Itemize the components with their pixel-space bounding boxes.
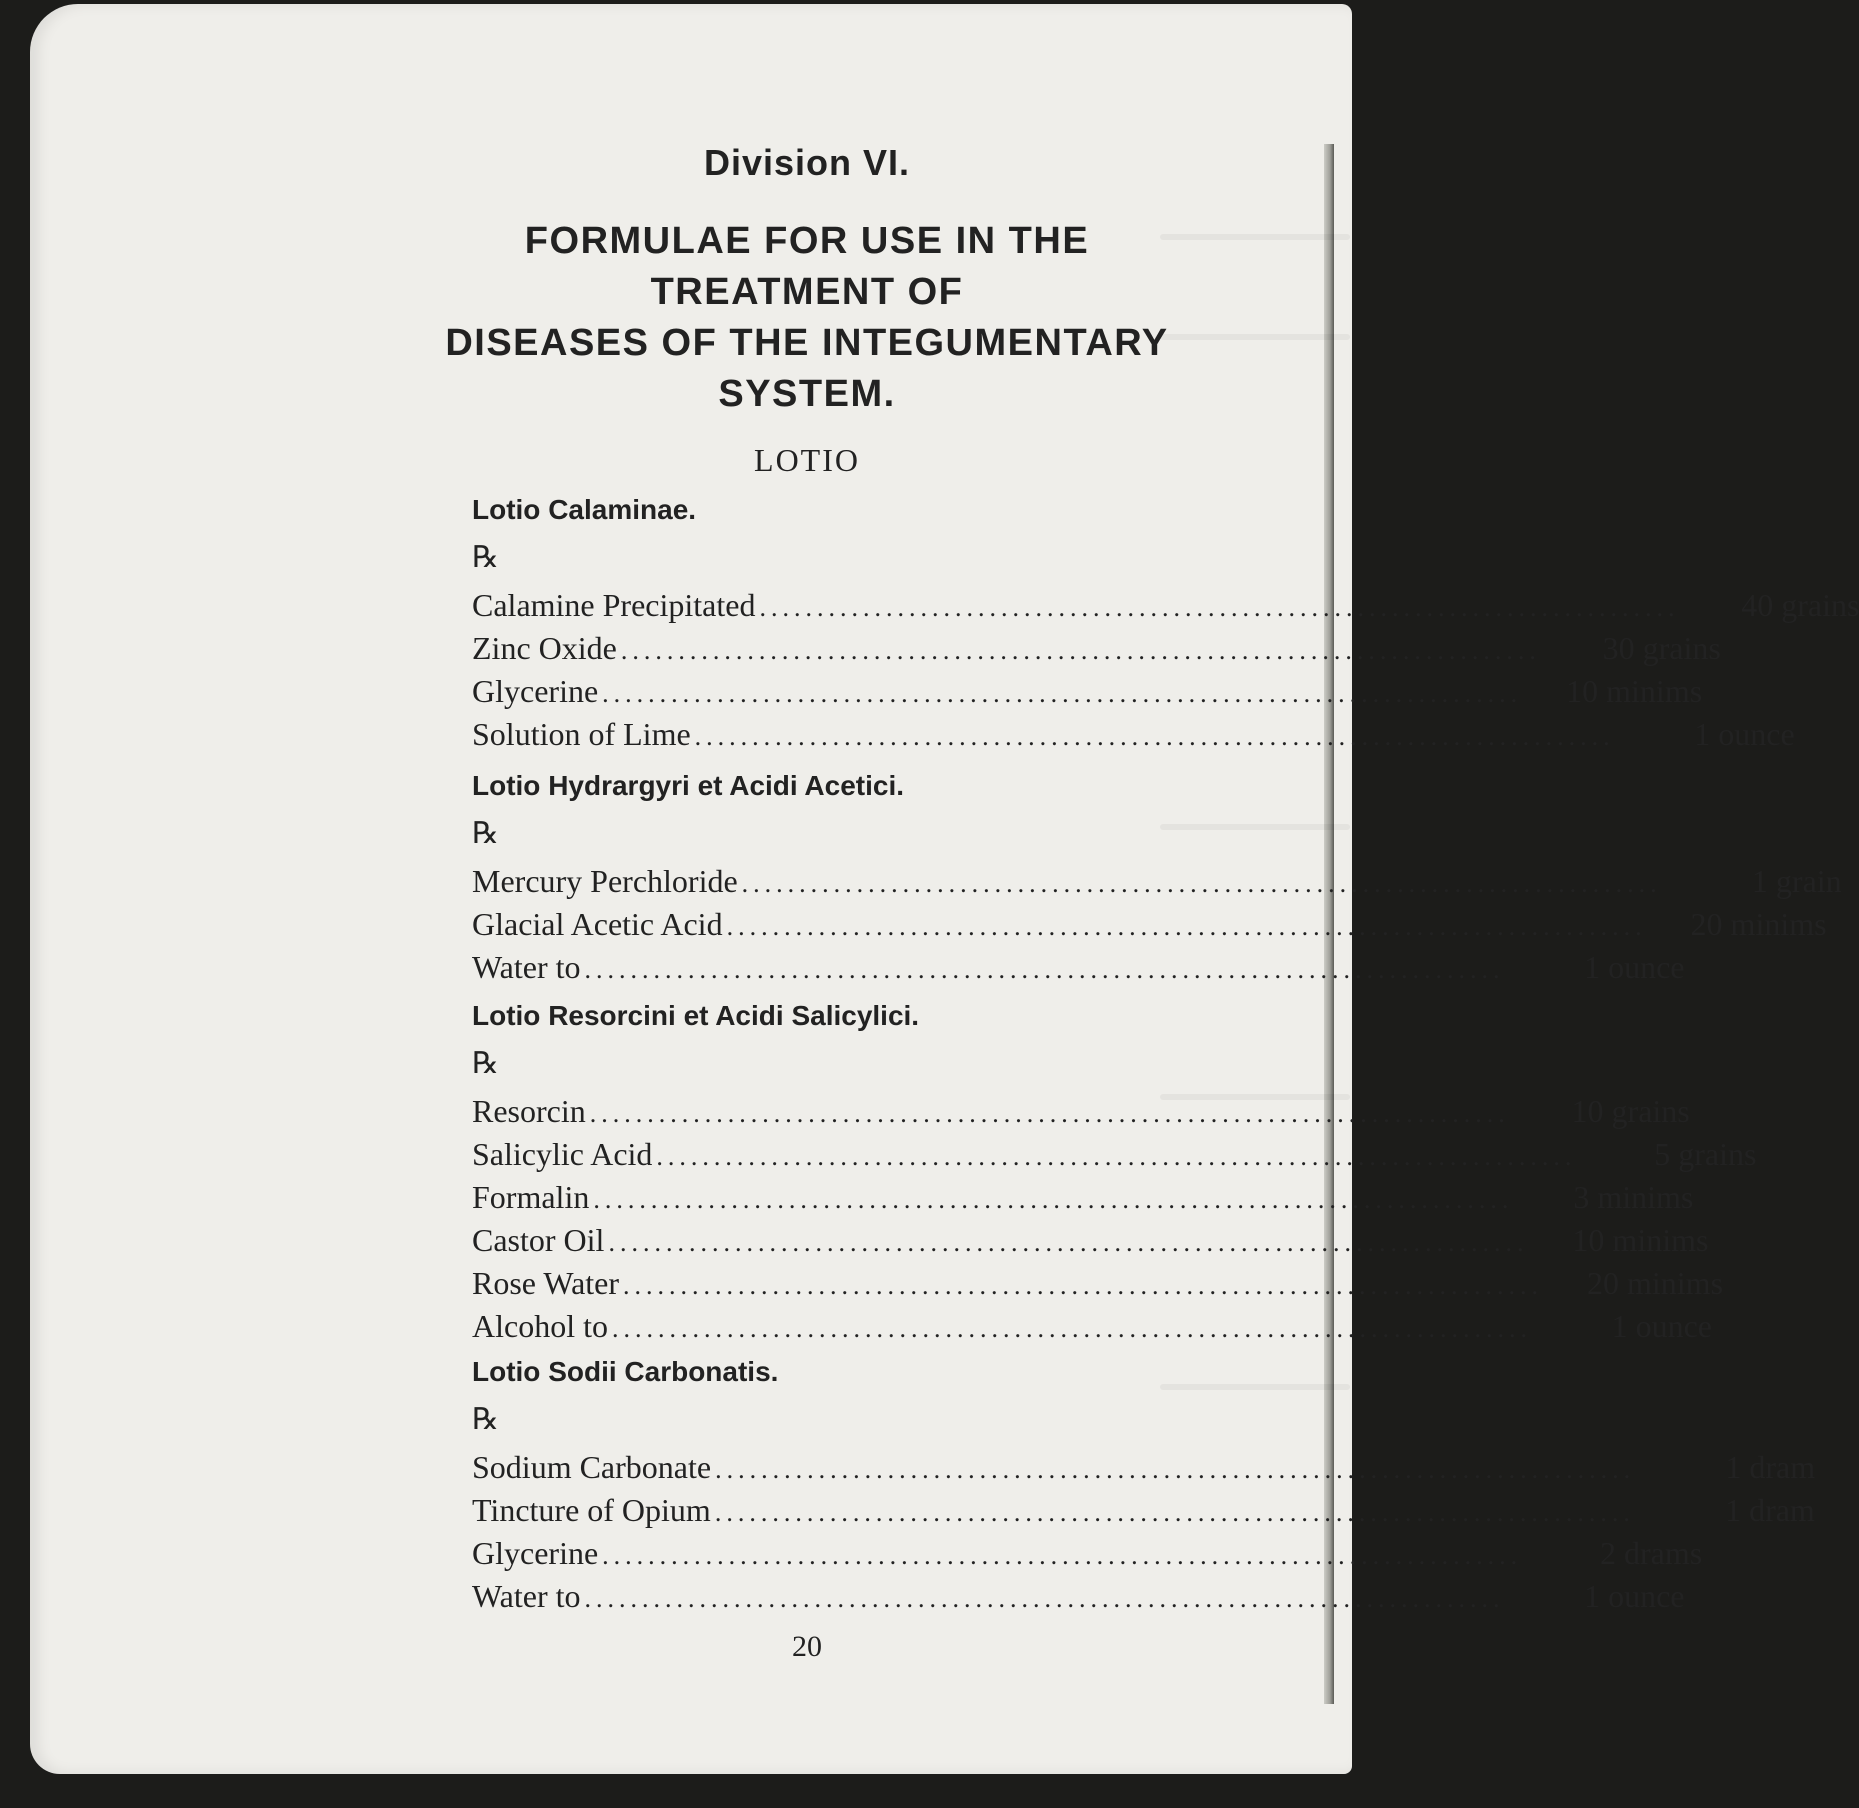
ingredient-row: [472, 1262, 1724, 1305]
leader-dots: ................................................................................: [726, 912, 1647, 941]
title-line: DISEASES OF THE INTEGUMENTARY: [445, 322, 1169, 364]
leader-dots: ................................................................................: [584, 955, 1505, 984]
ingredient-quantity: 10 minims: [1566, 673, 1703, 709]
formula-block: [472, 764, 1842, 989]
page-title: [432, 216, 1182, 420]
leader-dots: ................................................................................: [759, 593, 1680, 622]
formula-name: Lotio Calaminae.: [472, 494, 697, 525]
ingredient-name: Tincture of Opium: [472, 1492, 711, 1528]
division-heading: Division VI.: [703, 142, 911, 183]
formula-block: [472, 994, 1757, 1348]
ingredient-row: [472, 860, 1842, 903]
ingredient-name: Glycerine: [472, 1535, 599, 1571]
section-heading: LOTIO: [754, 442, 860, 478]
ingredient-quantity: 10 grains: [1571, 1093, 1690, 1129]
ingredient-quantity: 1 ounce: [1694, 716, 1795, 752]
ingredient-row: [472, 1532, 1703, 1575]
ingredient-name: Sodium Carbonate: [472, 1449, 712, 1485]
leader-dots: ................................................................................: [593, 1185, 1514, 1214]
ingredient-row: [472, 1176, 1694, 1219]
ingredient-name: Solution of Lime: [472, 716, 691, 752]
ingredient-row: [472, 713, 1795, 756]
ingredient-name: Water to: [472, 949, 581, 985]
ingredient-quantity: 1 ounce: [1611, 1308, 1712, 1344]
ingredient-name: Glycerine: [472, 673, 599, 709]
ingredient-quantity: 1 ounce: [1584, 949, 1685, 985]
formula-block: [472, 488, 1859, 756]
ingredient-row: [472, 1090, 1690, 1133]
leader-dots: ................................................................................: [602, 1541, 1523, 1570]
rx-symbol: ℞: [472, 1047, 499, 1080]
leader-dots: ................................................................................: [608, 1228, 1529, 1257]
ingredient-row: [472, 1489, 1815, 1532]
ingredient-quantity: 3 minims: [1573, 1179, 1694, 1215]
ingredient-name: Rose Water: [472, 1265, 620, 1301]
leader-dots: ................................................................................: [602, 679, 1523, 708]
formula-block: [472, 1350, 1816, 1618]
leader-dots: ................................................................................: [741, 869, 1662, 898]
leader-dots: ................................................................................: [611, 1314, 1532, 1343]
formula-name: Lotio Resorcini et Acidi Salicylici.: [472, 1000, 920, 1031]
ingredient-name: Alcohol to: [472, 1308, 608, 1344]
ingredient-name: Glacial Acetic Acid: [472, 906, 723, 942]
ingredient-name: Calamine Precipitated: [472, 587, 756, 623]
ingredient-name: Zinc Oxide: [472, 630, 617, 666]
formula-name: Lotio Sodii Carbonatis.: [472, 1356, 779, 1387]
ingredient-row: [472, 1305, 1712, 1348]
ingredient-quantity: 1 dram: [1725, 1492, 1815, 1528]
rx-symbol: ℞: [472, 817, 499, 850]
ingredient-name: Formalin: [472, 1179, 590, 1215]
ingredient-quantity: 20 minims: [1587, 1265, 1724, 1301]
ingredient-quantity: 2 drams: [1599, 1535, 1703, 1571]
leader-dots: ................................................................................: [620, 636, 1541, 665]
book-page: [30, 4, 1859, 1774]
rx-symbol: ℞: [472, 1403, 499, 1436]
title-line: TREATMENT OF: [650, 271, 964, 313]
page-number: 20: [792, 1630, 822, 1663]
rx-symbol: ℞: [472, 541, 499, 574]
title-line: FORMULAE FOR USE IN THE: [524, 220, 1090, 262]
ingredient-quantity: 20 minims: [1690, 906, 1827, 942]
ingredient-row: [472, 946, 1685, 989]
leader-dots: ................................................................................: [589, 1099, 1510, 1128]
leader-dots: ................................................................................: [656, 1142, 1577, 1171]
leader-dots: ................................................................................: [694, 722, 1615, 751]
ingredient-quantity: 1 grain: [1751, 863, 1842, 899]
ingredient-name: Salicylic Acid: [472, 1136, 653, 1172]
ingredient-name: Water to: [472, 1578, 581, 1614]
page-content: [432, 4, 1859, 1774]
ingredient-quantity: 30 grains: [1602, 630, 1721, 666]
ingredient-name: Castor Oil: [472, 1222, 605, 1258]
ingredient-quantity: 1 ounce: [1584, 1578, 1685, 1614]
ingredient-quantity: 40 grains: [1741, 587, 1859, 623]
ingredient-quantity: 5 grains: [1654, 1136, 1757, 1172]
leader-dots: ................................................................................: [715, 1455, 1636, 1484]
leader-dots: ................................................................................: [714, 1498, 1635, 1527]
leader-dots: ................................................................................: [584, 1584, 1505, 1613]
ingredient-row: [472, 1446, 1816, 1489]
ingredient-row: [472, 1219, 1709, 1262]
ingredient-row: [472, 1133, 1757, 1176]
ingredient-name: Mercury Perchloride: [472, 863, 738, 899]
leader-dots: ................................................................................: [623, 1271, 1544, 1300]
ingredient-row: [472, 670, 1703, 713]
ingredient-row: [472, 1575, 1685, 1618]
ingredient-quantity: 10 minims: [1572, 1222, 1709, 1258]
ingredient-row: [472, 903, 1827, 946]
ingredient-name: Resorcin: [472, 1093, 586, 1129]
title-line: SYSTEM.: [718, 373, 896, 415]
ingredient-row: [472, 584, 1859, 627]
ingredient-quantity: 1 dram: [1725, 1449, 1816, 1485]
formula-name: Lotio Hydrargyri et Acidi Acetici.: [472, 770, 905, 801]
ingredient-row: [472, 627, 1721, 670]
